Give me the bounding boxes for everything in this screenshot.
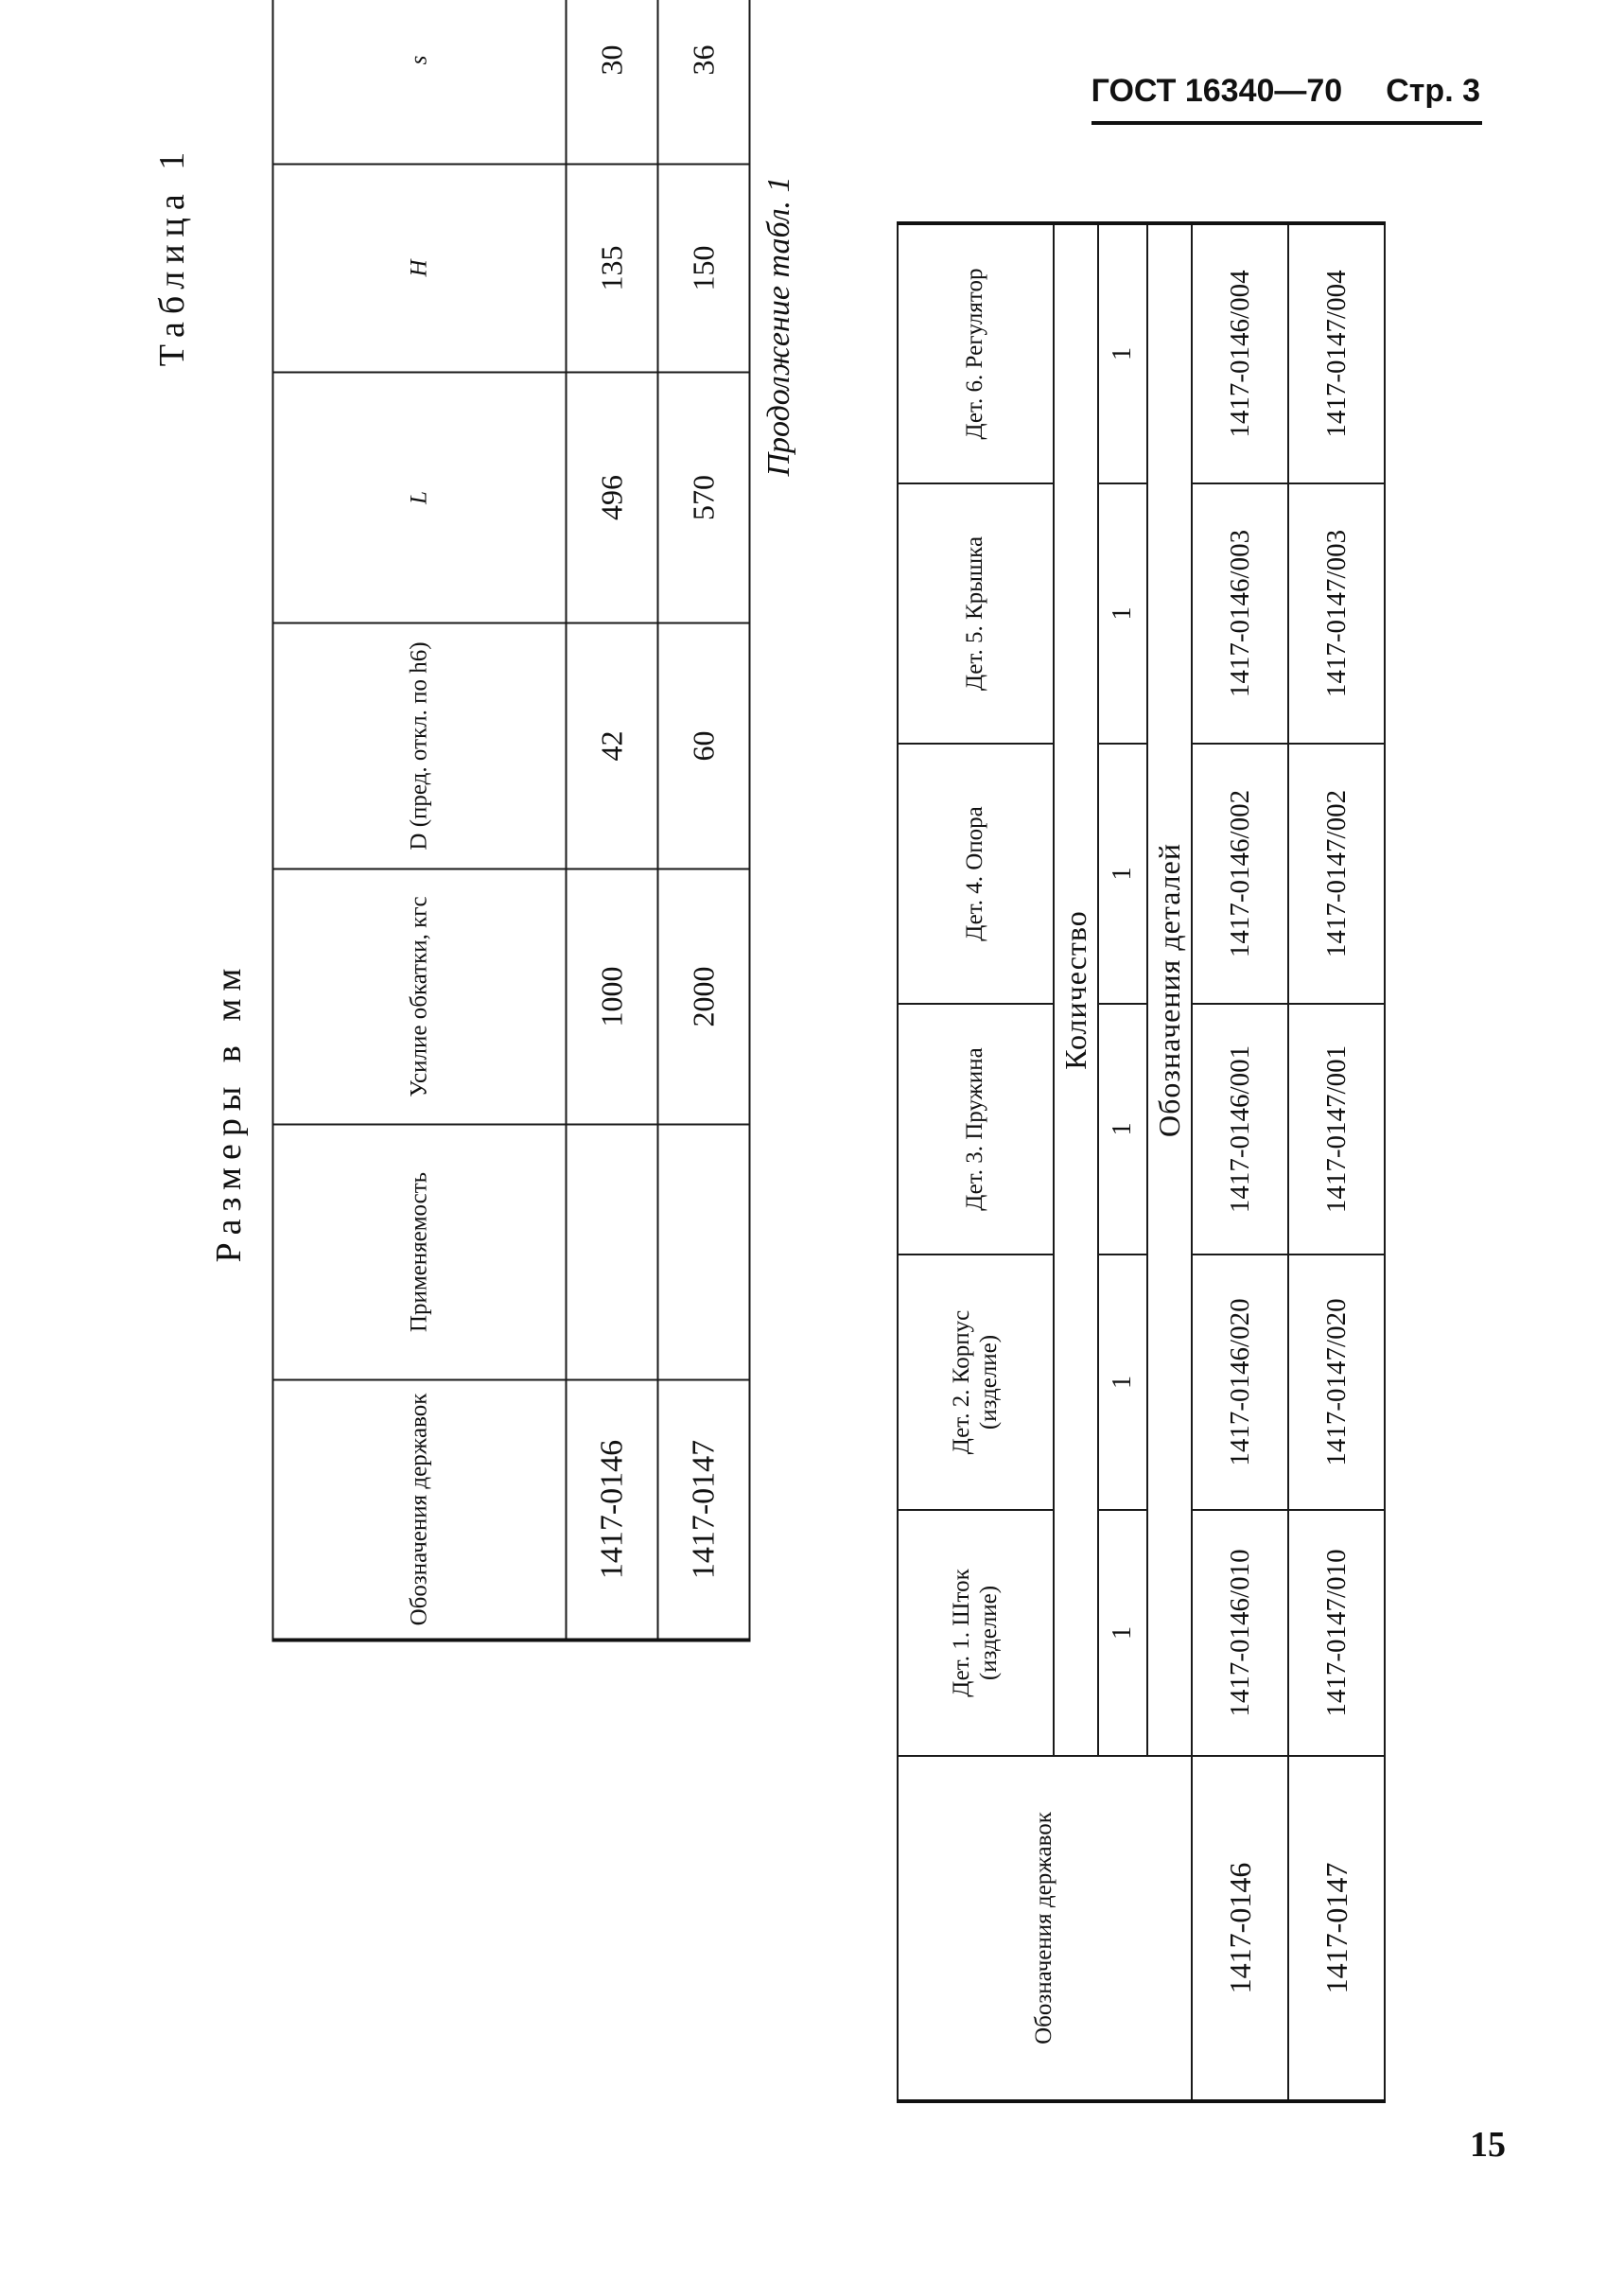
table2-cell-part: 1417-0146/003 xyxy=(1192,483,1288,744)
table2-qty-5: 1 xyxy=(1098,483,1147,744)
table2 xyxy=(897,225,1353,2103)
table1-cell-code: 1417-0146 xyxy=(567,1379,658,1640)
table2-qty-1: 1 xyxy=(1098,1510,1147,1756)
table2-col-designation: Обозначения державок xyxy=(898,1756,1192,2101)
table1-cell-h: 135 xyxy=(567,164,658,372)
table-row xyxy=(1192,223,1288,2101)
page-number: 15 xyxy=(1470,2125,1506,2165)
table1-cell-use xyxy=(658,1124,750,1379)
table1-col-s: s xyxy=(273,0,567,164)
standard-number: ГОСТ 16340—70 xyxy=(1091,73,1343,109)
table1-cell-h: 150 xyxy=(658,164,750,372)
table-row xyxy=(567,0,658,1640)
table1-cell-s: 36 xyxy=(658,0,750,164)
table-row xyxy=(1288,223,1385,2101)
table1-cell-code: 1417-0147 xyxy=(658,1379,750,1640)
table1-title: Таблица 1 xyxy=(152,144,192,367)
table2-cell-part: 1417-0146/010 xyxy=(1192,1510,1288,1756)
table1-cell-force: 2000 xyxy=(658,869,750,1124)
table2-cell-part: 1417-0147/002 xyxy=(1288,744,1385,1004)
table1-cell-d: 42 xyxy=(567,623,658,869)
table1-col-l: L xyxy=(273,372,567,623)
table2-designations-label: Обозначения деталей xyxy=(1147,223,1192,1756)
table2-cell-code: 1417-0147 xyxy=(1288,1756,1385,2101)
table2-col-part-6: Дет. 6. Регулятор xyxy=(898,223,1054,483)
table1-col-force: Усилие обкатки, кгс xyxy=(273,869,567,1124)
table2-qty-6: 1 xyxy=(1098,223,1147,483)
table2-qty-2: 1 xyxy=(1098,1255,1147,1510)
table1-cell-d: 60 xyxy=(658,623,750,869)
table2-qty-3: 1 xyxy=(1098,1004,1147,1255)
table2-cell-part: 1417-0146/001 xyxy=(1192,1004,1288,1255)
table1-col-d: D (пред. откл. по h6) xyxy=(273,623,567,869)
table2-col-part-4: Дет. 4. Опора xyxy=(898,744,1054,1004)
table1-cell-force: 1000 xyxy=(567,869,658,1124)
table1-col-applicability: Применяемость xyxy=(273,1124,567,1379)
page-reference: Стр. 3 xyxy=(1386,73,1480,109)
table2-quantity-label: Количество xyxy=(1054,223,1098,1756)
table1-col-designation: Обозначения державок xyxy=(273,1379,567,1640)
table2-cell-part: 1417-0147/004 xyxy=(1288,223,1385,483)
table2-cell-part: 1417-0146/002 xyxy=(1192,744,1288,1004)
table2-cell-code: 1417-0146 xyxy=(1192,1756,1288,2101)
table2-cell-part: 1417-0146/020 xyxy=(1192,1255,1288,1510)
table1-cell-use xyxy=(567,1124,658,1379)
table2-title: Продолжение табл. 1 xyxy=(761,176,796,477)
table2-cell-part: 1417-0147/010 xyxy=(1288,1510,1385,1756)
table1 xyxy=(272,0,750,1641)
page-header xyxy=(1091,62,1482,125)
table2-col-part-1: Дет. 1. Шток (изделие) xyxy=(898,1510,1054,1756)
table1-cell-s: 30 xyxy=(567,0,658,164)
table1-col-h: H xyxy=(273,164,567,372)
table2-header-row xyxy=(898,223,1054,2101)
table1-units-caption: Размеры в мм xyxy=(209,960,249,1263)
table2-cell-part: 1417-0146/004 xyxy=(1192,223,1288,483)
table1-cell-l: 496 xyxy=(567,372,658,623)
table2-col-part-2: Дет. 2. Корпус (изделие) xyxy=(898,1255,1054,1510)
table2-cell-part: 1417-0147/003 xyxy=(1288,483,1385,744)
table2-col-part-3: Дет. 3. Пружина xyxy=(898,1004,1054,1255)
table-row xyxy=(658,0,750,1640)
table1-header-row xyxy=(273,0,567,1640)
table2-cell-part: 1417-0147/001 xyxy=(1288,1004,1385,1255)
table2-qty-4: 1 xyxy=(1098,744,1147,1004)
table1-cell-l: 570 xyxy=(658,372,750,623)
table2-cell-part: 1417-0147/020 xyxy=(1288,1255,1385,1510)
table2-col-part-5: Дет. 5. Крышка xyxy=(898,483,1054,744)
